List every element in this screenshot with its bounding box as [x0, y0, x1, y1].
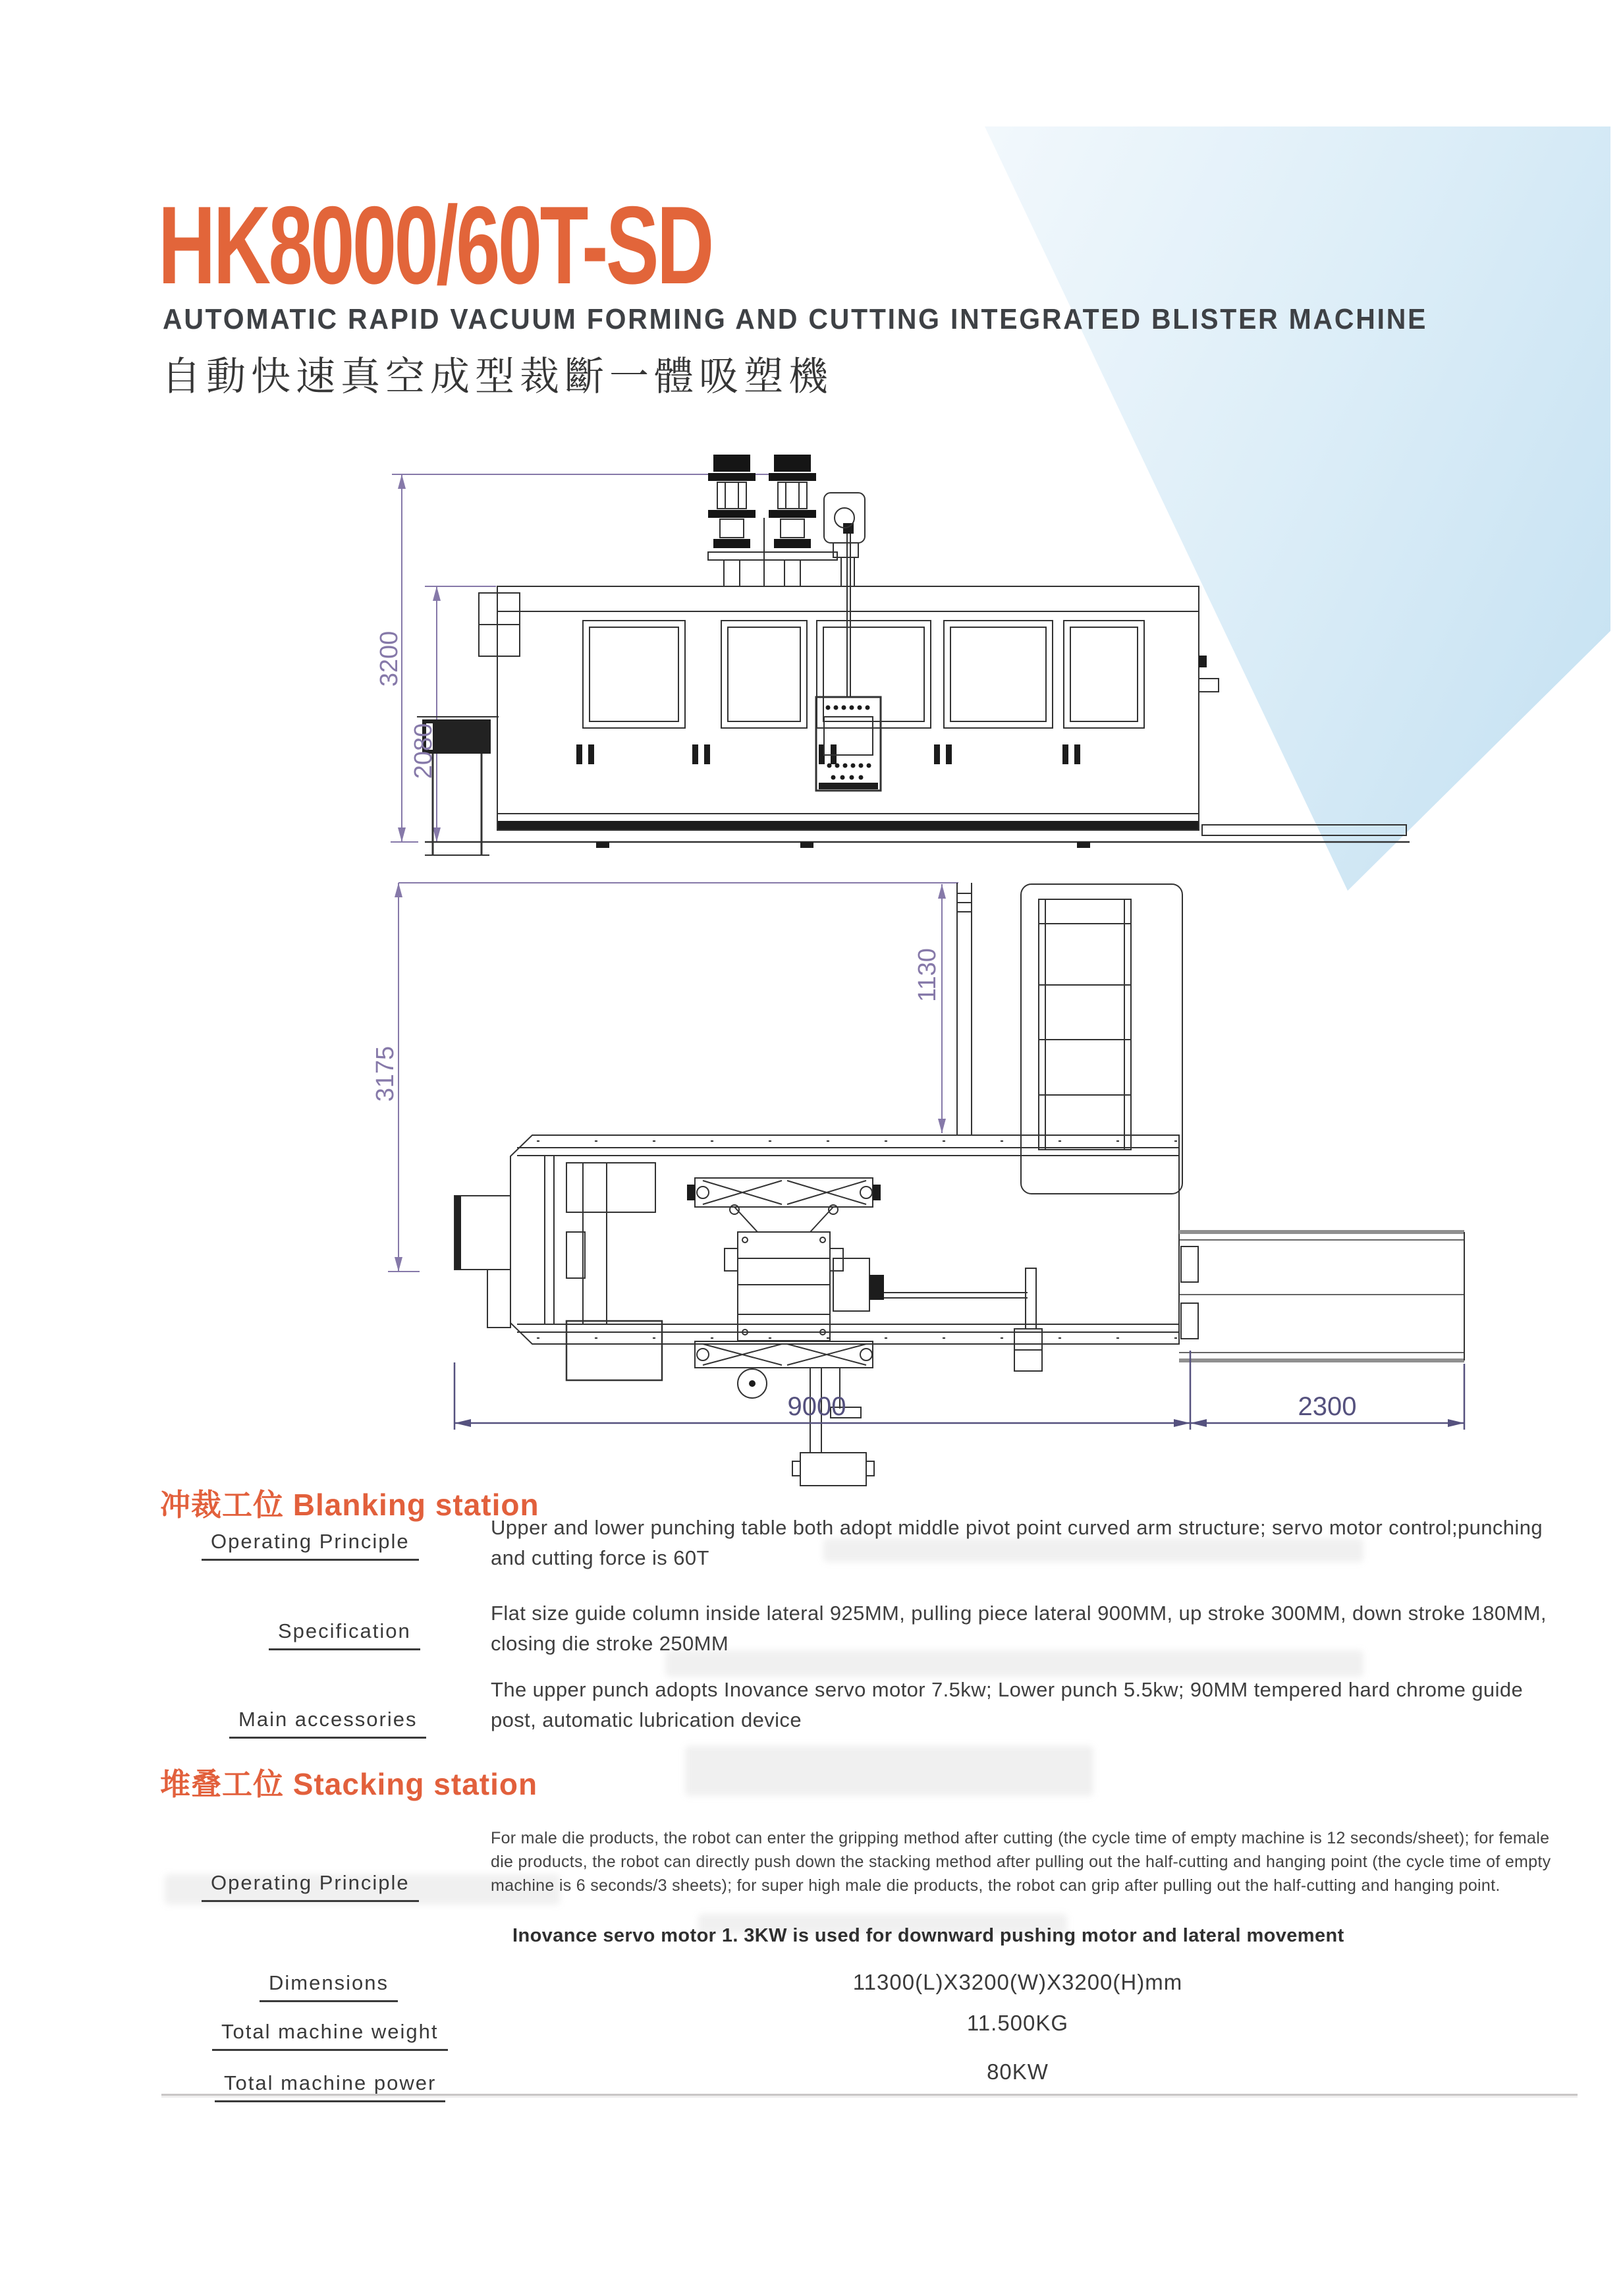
- row-label-dimensions: Dimensions: [260, 1971, 398, 2002]
- servo-motor-note: Inovance servo motor 1. 3KW is used for downward pushing motor and lateral movement: [512, 1925, 1344, 1946]
- value-total-machine-weight: 11.500KG: [966, 2011, 1069, 2035]
- value-dimensions: 11300(L)X3200(W)X3200(H)mm: [852, 1970, 1183, 1994]
- row-label-total-machine-power: Total machine power: [215, 2071, 445, 2102]
- dim-label-3200: 3200: [375, 630, 403, 687]
- dim-label-3175: 3175: [371, 1046, 399, 1102]
- section-heading-blanking-station: 冲裁工位 Blanking station: [160, 1488, 539, 1522]
- value-total-machine-power: 80KW: [987, 2059, 1049, 2084]
- dim-label-2080: 2080: [410, 723, 437, 779]
- row-text-operating-principle-1: Upper and lower punching table both adopt middle pivot point curved arm structure; servo motor control;punching and cutting force is 60T: [491, 1516, 1543, 1569]
- dim-label-2300: 2300: [1298, 1392, 1357, 1421]
- page-subtitle-english: AUTOMATIC RAPID VACUUM FORMING AND CUTTING INTEGRATED BLISTER MACHINE: [163, 303, 1428, 335]
- row-label-operating-principle-1: Operating Principle: [202, 1530, 419, 1561]
- row-label-operating-principle-2: Operating Principle: [202, 1871, 419, 1902]
- row-text-specification: Flat size guide column inside lateral 925MM, pulling piece lateral 900MM, up stroke 300MM, down stroke 180MM, closing die stroke 250MM: [491, 1602, 1547, 1655]
- page-title: HK8000/60T-SD: [158, 183, 712, 307]
- section-heading-stacking-station: 堆叠工位 Stacking station: [160, 1767, 538, 1801]
- dim-label-9000: 9000: [787, 1392, 846, 1421]
- row-label-total-machine-weight: Total machine weight: [212, 2020, 448, 2051]
- dim-label-1130: 1130: [914, 948, 941, 1002]
- row-label-main-accessories: Main accessories: [229, 1708, 426, 1739]
- page-subtitle-chinese: 自動快速真空成型裁斷一體吸塑機: [161, 354, 833, 399]
- row-text-operating-principle-2: For male die products, the robot can enter the gripping method after cutting (the cycle time of empty machine is 12 seconds/sheet); for female die products, the robot can directly push down the stacking method after pulling out the half-cutting and hanging point (the cycle time of empty machine is 6 seconds/3 sheets); for super high male die products, the robot can grip after pulling out the half-cutting and hanging point.: [491, 1829, 1551, 1895]
- row-text-main-accessories: The upper punch adopts Inovance servo motor 7.5kw; Lower punch 5.5kw; 90MM tempered hard chrome guide post, automatic lubrication device: [491, 1678, 1524, 1731]
- machine-plan-view-drawing: [371, 863, 1485, 1509]
- machine-side-elevation-drawing: [375, 455, 1419, 883]
- row-label-specification: Specification: [269, 1619, 420, 1650]
- footer-divider: [161, 2094, 1578, 2096]
- scan-artifact: [685, 1746, 1093, 1796]
